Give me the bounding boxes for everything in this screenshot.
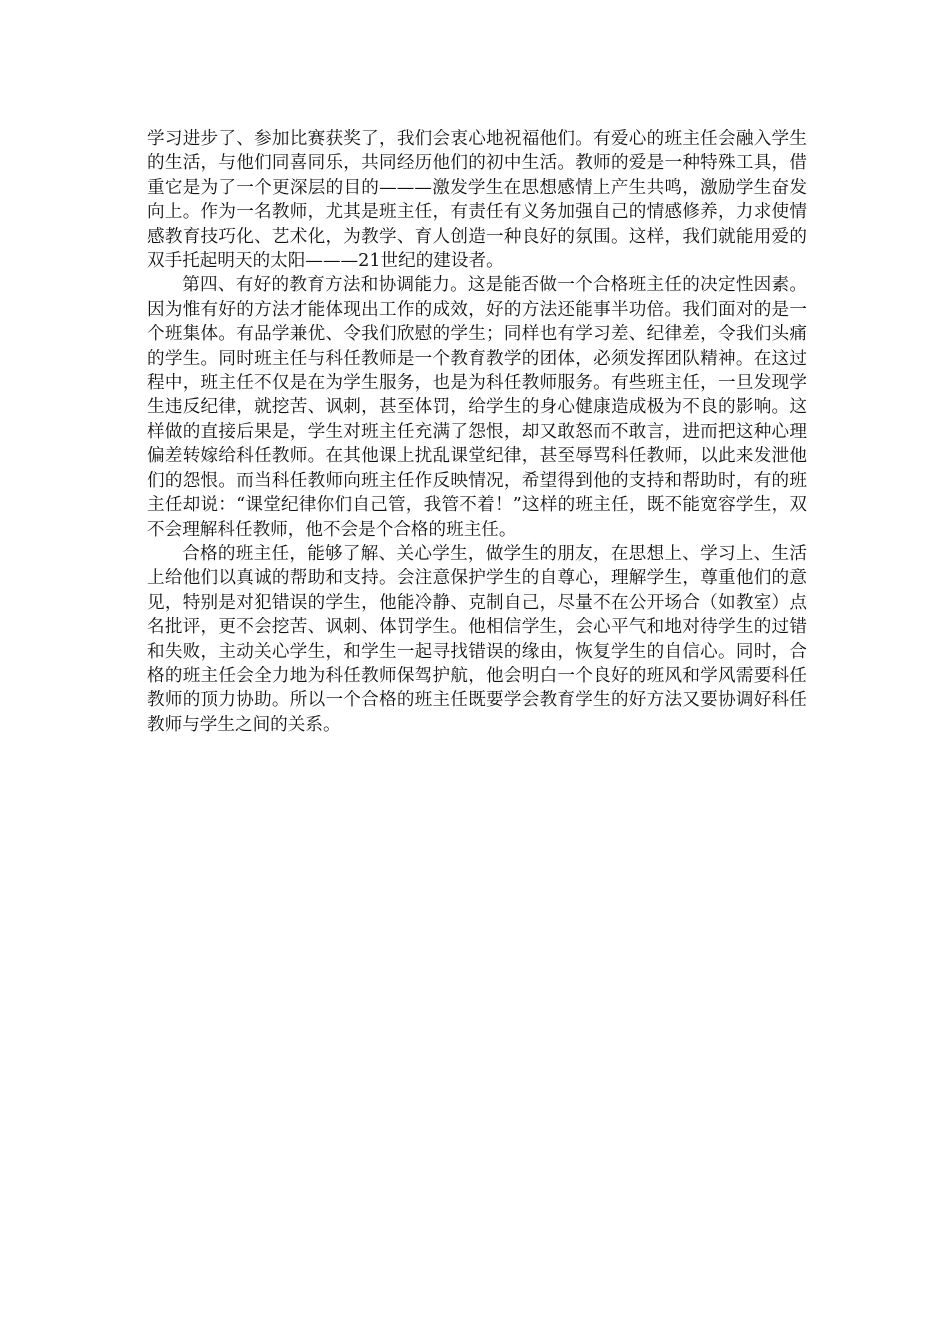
paragraph-1: 学习进步了、参加比赛获奖了，我们会衷心地祝福他们。有爱心的班主任会融入学生的生活，与他们同喜同乐，共同经历他们的初中生活。教师的爱是一种特殊工具，借重它是为了一个更深层的目的———激发学生在思想感情上产生共鸣，激励学生奋发向上。作为一名教师，尤其是班主任，有责任有义务加强自己的情感修养，力求使情感教育技巧化、艺术化，为教学、育人创造一种良好的氛围。这样，我们就能用爱的双手托起明天的太阳———21世纪的建设者。	[147, 129, 807, 272]
paragraph-3: 合格的班主任，能够了解、关心学生，做学生的朋友，在思想上、学习上、生活上给他们以真诚的帮助和支持。会注意保护学生的自尊心，理解学生，尊重他们的意见，特别是对犯错误的学生，他能冷静、克制自己，尽量不在公开场合（如教室）点名批评，更不会挖苦、讽刺、体罚学生。他相信学生，会心平气和地对待学生的过错和失败，主动关心学生，和学生一起寻找错误的缘由，恢复学生的自信心。同时，合格的班主任会全力地为科任教师保驾护航，他会明白一个良好的班风和学风需要科任教师的顶力协助。所以一个合格的班主任既要学会教育学生的好方法又要协调好科任教师与学生之间的关系。	[147, 543, 807, 735]
paragraph-2: 第四、有好的教育方法和协调能力。这是能否做一个合格班主任的决定性因素。因为惟有好的方法才能体现出工作的成效，好的方法还能事半功倍。我们面对的是一个班集体。有品学兼优、令我们欣慰的学生；同样也有学习差、纪律差，令我们头痛的学生。同时班主任与科任教师是一个教育教学的团体，必须发挥团队精神。在这过程中，班主任不仅是在为学生服务，也是为科任教师服务。有些班主任，一旦发现学生违反纪律，就挖苦、讽刺，甚至体罚，给学生的身心健康造成极为不良的影响。这样做的直接后果是，学生对班主任充满了怨恨，却又敢怒而不敢言，进而把这种心理偏差转嫁给科任教师。在其他课上扰乱课堂纪律，甚至辱骂科任教师，以此来发泄他们的怨恨。而当科任教师向班主任作反映情况，希望得到他的支持和帮助时，有的班主任却说：“课堂纪律你们自己管，我管不着！”这样的班主任，既不能宽容学生，双不会理解科任教师，他不会是个合格的班主任。	[147, 275, 807, 540]
body-text	[147, 127, 807, 737]
